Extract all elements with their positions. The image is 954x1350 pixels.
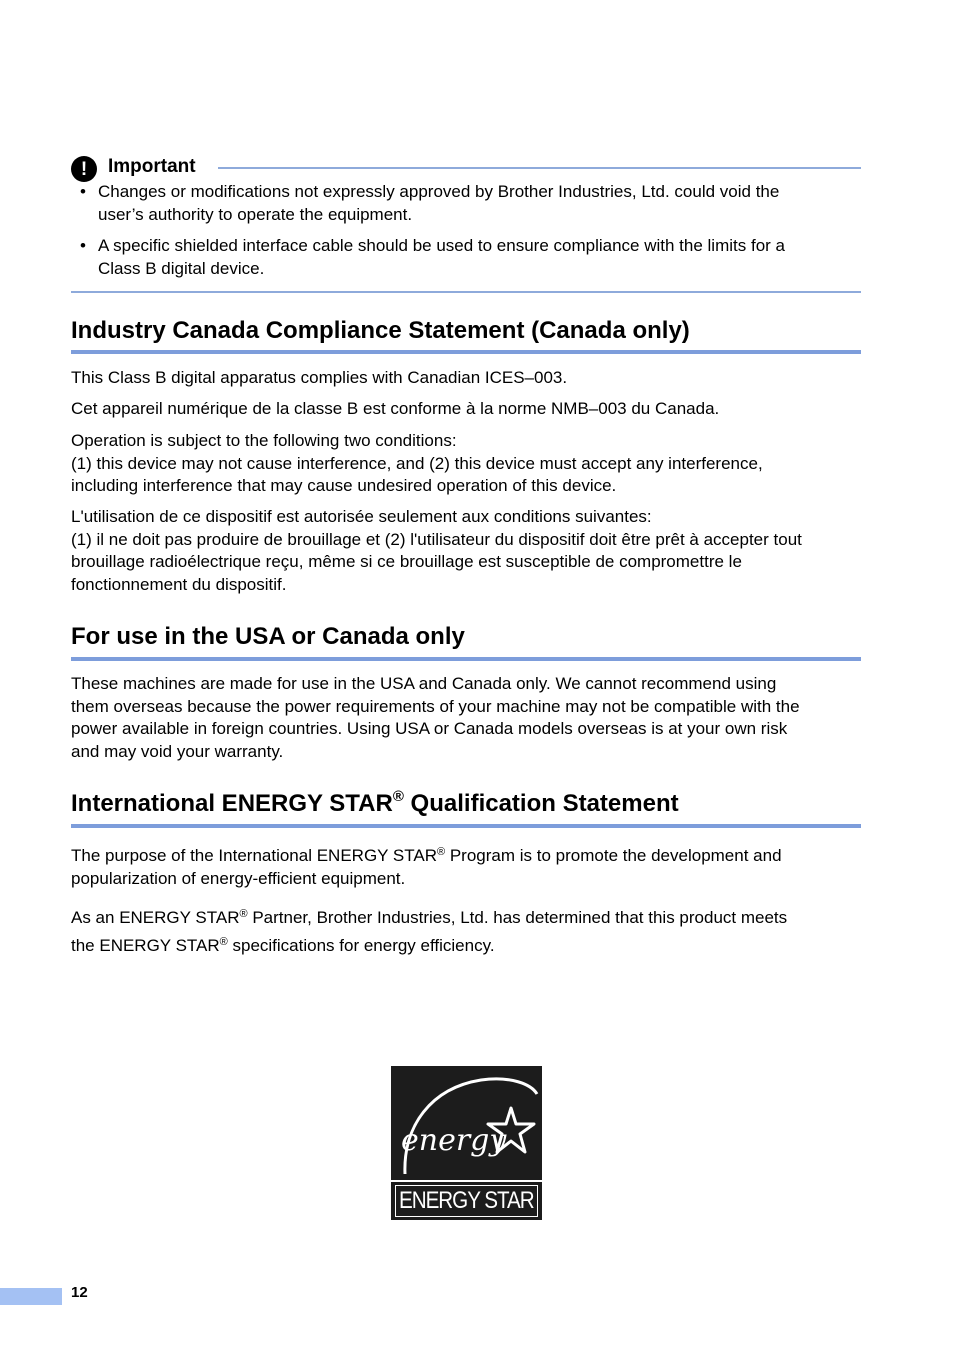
important-bottom-rule xyxy=(71,291,861,293)
energy-paragraph-2 xyxy=(71,904,861,960)
exclamation-glyph: ! xyxy=(80,158,88,180)
usa-paragraph xyxy=(71,673,861,763)
text-span: specifications for energy efficiency. xyxy=(227,936,495,955)
energy-paragraph-1 xyxy=(71,845,861,890)
important-top-rule xyxy=(218,167,861,169)
heading-text: Qualification Statement xyxy=(403,790,679,817)
important-item-2-line1: A specific shielded interface cable should be used to ensure compliance with the limits for a xyxy=(98,236,785,255)
canada-paragraph-2: Cet appareil numérique de la classe B est conforme à la norme NMB–003 du Canada. xyxy=(71,399,720,418)
important-item-1-line1: Changes or modifications not expressly approved by Brother Industries, Ltd. could void the xyxy=(98,182,780,201)
logo-text-box xyxy=(395,1185,538,1217)
registered-mark: ® xyxy=(219,936,228,948)
canada-paragraph-4 xyxy=(71,506,861,596)
usa-paragraph-line: and may void your warranty. xyxy=(71,741,284,761)
registered-mark: ® xyxy=(239,908,248,920)
canada-paragraph-3 xyxy=(71,430,861,498)
important-item-2-line2: Class B digital device. xyxy=(98,258,265,278)
important-item-1 xyxy=(98,181,858,226)
energy-paragraph-2-line xyxy=(71,932,861,960)
section-heading-usa: For use in the USA or Canada only xyxy=(71,623,465,650)
canada-paragraph-4-line: (1) il ne doit pas produire de brouillage et (2) l'utilisateur du dispositif doit être prêt à accepter tout xyxy=(71,529,802,549)
bullet-marker: • xyxy=(80,182,86,201)
energy-paragraph-1-line: popularization of energy-efficient equipment. xyxy=(71,868,406,888)
text-span: The purpose of the International ENERGY STAR xyxy=(71,846,438,865)
text-span: Program is to promote the development and xyxy=(445,846,782,865)
usa-paragraph-line: power available in foreign countries. Using USA or Canada models overseas is at your own risk xyxy=(71,719,788,738)
text-span: Partner, Brother Industries, Ltd. has determined that this product meets xyxy=(247,908,788,927)
exclamation-icon xyxy=(71,156,97,182)
important-label: Important xyxy=(108,156,196,177)
energy-paragraph-2-line xyxy=(71,904,861,932)
canada-paragraph-4-line: fonctionnement du dispositif. xyxy=(71,574,287,594)
registered-mark: ® xyxy=(392,788,404,805)
energy-script-word: energy xyxy=(401,1123,507,1158)
heading-text: International ENERGY STAR xyxy=(71,790,393,817)
usa-paragraph-line: them overseas because the power requirements of your machine may not be compatible with the xyxy=(71,696,800,716)
canada-paragraph-4-line: brouillage radioélectrique reçu, même si ce brouillage est susceptible de compromettre le xyxy=(71,552,742,571)
canada-paragraph-3-line: (1) this device may not cause interference, and (2) this device must accept any interference, xyxy=(71,453,763,473)
page-number: 12 xyxy=(71,1284,88,1301)
bullet-marker: • xyxy=(80,236,86,255)
heading-rule xyxy=(71,824,861,828)
energy-paragraph-1-line xyxy=(71,845,861,868)
canada-paragraph-1: This Class B digital apparatus complies with Canadian ICES–003. xyxy=(71,368,568,387)
energy-star-emblem-icon xyxy=(391,1066,542,1180)
section-heading-energy xyxy=(71,789,679,819)
energy-star-logo xyxy=(391,1066,542,1220)
canada-paragraph-4-line: L'utilisation de ce dispositif est autorisée seulement aux conditions suivantes: xyxy=(71,507,652,526)
usa-paragraph-line: These machines are made for use in the USA and Canada only. We cannot recommend using xyxy=(71,674,777,693)
canada-paragraph-3-line: including interference that may cause undesired operation of this device. xyxy=(71,476,617,495)
text-span: the ENERGY STAR xyxy=(71,936,220,955)
energy-star-wordmark: ENERGY STAR xyxy=(399,1187,534,1214)
heading-rule xyxy=(71,657,861,661)
canada-paragraph-3-line: Operation is subject to the following two conditions: xyxy=(71,431,457,450)
important-item-2 xyxy=(98,235,858,280)
important-item-1-line2: user’s authority to operate the equipment. xyxy=(98,204,413,224)
heading-rule xyxy=(71,350,861,354)
registered-mark: ® xyxy=(437,846,446,858)
page-tab xyxy=(0,1288,62,1305)
text-span: As an ENERGY STAR xyxy=(71,908,240,927)
section-heading-canada: Industry Canada Compliance Statement (Canada only) xyxy=(71,317,690,344)
